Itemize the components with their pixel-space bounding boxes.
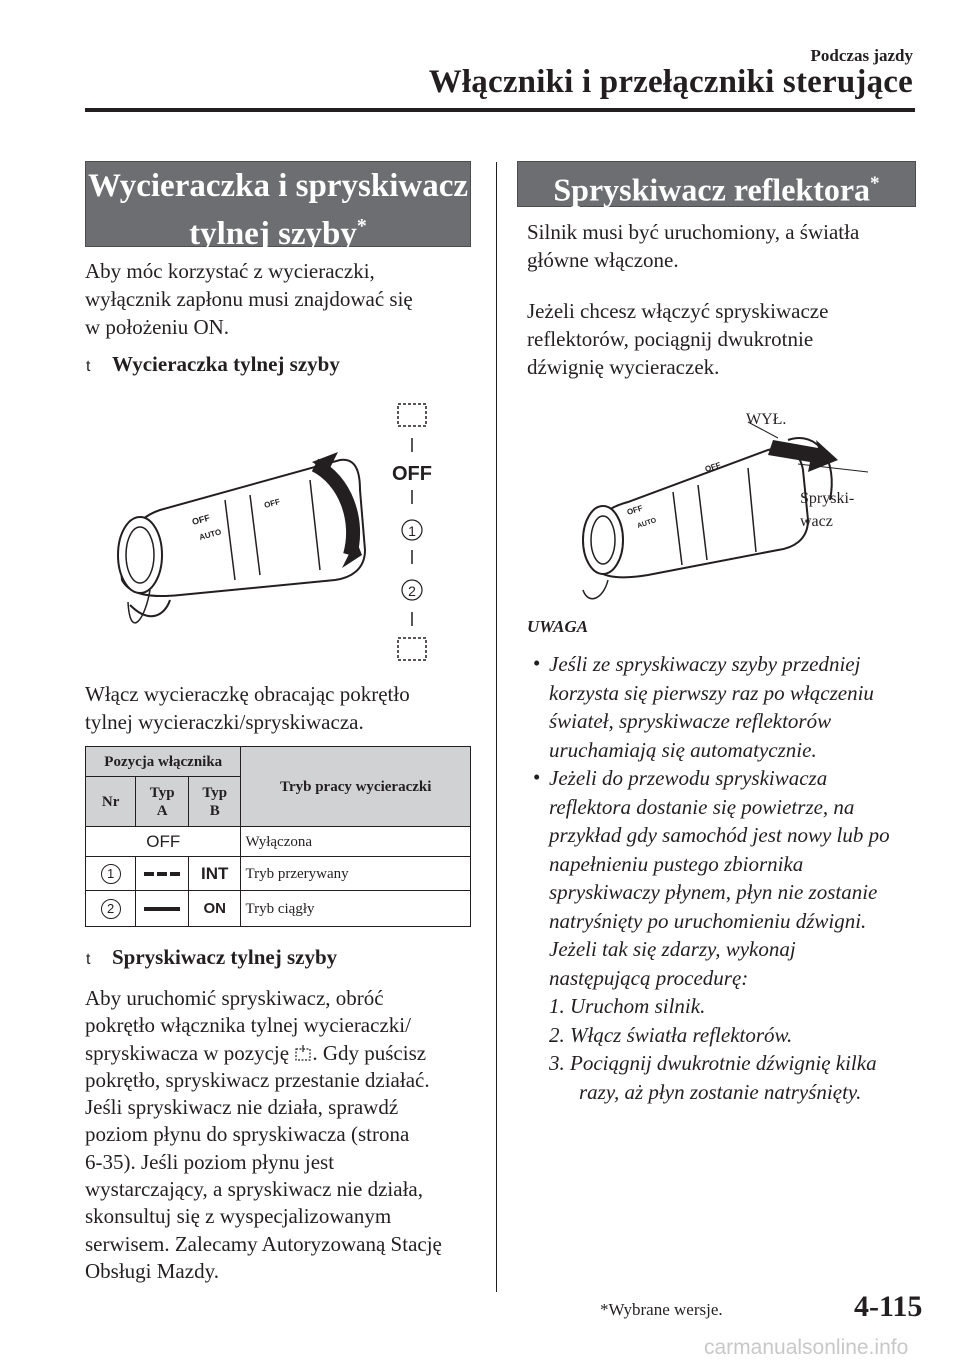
para-line: poziom płynu do spryskiwacza (strona <box>85 1122 410 1147</box>
circled-number: 2 <box>101 899 121 919</box>
note-line: przykład gdy samochód jest nowy lub po <box>549 823 890 847</box>
subhead-rear-washer: Spryskiwacz tylnej szyby <box>112 945 338 969</box>
right-section-banner <box>517 161 916 207</box>
p1-line: główne włączone. <box>527 248 679 272</box>
para-line: Aby uruchomić spryskiwacz, obróć <box>85 986 384 1010</box>
page-number: 4-115 <box>854 1290 923 1323</box>
right-p2 <box>527 297 828 381</box>
right-banner-asterisk: * <box>870 173 880 194</box>
wiper-position-table <box>85 746 471 927</box>
ring-off-label: OFF <box>263 497 281 510</box>
position-1: 1 <box>408 523 416 539</box>
para-line-part: . Gdy puścisz <box>312 1040 427 1065</box>
intro-line: w położeniu ON. <box>85 315 230 339</box>
p1-line: Silnik musi być uruchomiony, a światła <box>527 220 860 244</box>
th-mode: Tryb pracy wycieraczki <box>241 747 471 827</box>
para-line <box>85 1040 442 1067</box>
note-line: świateł, spryskiwacze reflektorów <box>549 709 832 733</box>
cell-typ-b: INT <box>189 857 241 891</box>
step-number: 3. <box>549 1051 565 1075</box>
note-line: następującą procedurę: <box>549 965 749 990</box>
th-position: Pozycja włącznika <box>86 747 241 777</box>
th-typ-a <box>136 777 189 827</box>
subhead-rear-wiper: Wycieraczka tylnej szyby <box>112 352 340 376</box>
para-line: pokrętło, spryskiwacz przestanie działać. <box>85 1067 430 1092</box>
th-typ-a-line: Typ <box>149 784 175 801</box>
note-bullet-1 <box>527 650 927 764</box>
th-typ-b-line: Typ <box>202 784 228 801</box>
note-title: UWAGA <box>527 617 589 636</box>
para-line-part: spryskiwacza w pozycję <box>85 1040 290 1065</box>
step-text: Pociągnij dwukrotnie dźwignię kilka <box>570 1051 877 1075</box>
note-line: spryskiwaczy płynem, płyn nie zostanie <box>549 880 878 904</box>
th-typ-a-line: A <box>156 802 168 819</box>
table-row <box>86 891 471 927</box>
intro-line: Aby móc korzystać z wycieraczki, <box>85 259 375 283</box>
instruction-line: tylnej wycieraczki/spryskiwacza. <box>85 710 364 734</box>
knob-auto-label: AUTO <box>198 527 223 542</box>
para-line: Obsługi Mazdy. <box>85 1258 219 1283</box>
position-sequence <box>392 404 432 660</box>
para-line: wystarczający, a spryskiwacz nie działa, <box>85 1177 423 1202</box>
para-line: skonsultuj się z wyspecjalizowanym <box>85 1204 392 1229</box>
cell-typ-b: ON <box>189 891 241 927</box>
position-off: OFF <box>392 463 432 485</box>
bullet-dot-icon: • <box>533 651 541 675</box>
cell-nr <box>86 857 136 891</box>
note-line: napełnieniu pustego zbiornika <box>549 851 804 876</box>
step-item <box>549 1021 927 1050</box>
headlight-washer-figure <box>568 400 908 600</box>
header-rule <box>85 108 915 112</box>
subhead-bullet-icon: t <box>86 358 91 375</box>
th-nr: Nr <box>86 777 136 827</box>
para-line: 6-35). Jeśli poziom płynu jest <box>85 1149 335 1174</box>
footer-note: *Wybrane wersje. <box>600 1300 723 1319</box>
th-typ-b <box>189 777 241 827</box>
note-block <box>527 650 927 1106</box>
knob-off-label: OFF <box>190 512 211 527</box>
step-item <box>549 1049 927 1078</box>
left-banner-line2 <box>86 206 470 254</box>
right-banner-text: Spryskiwacz reflektora <box>553 171 871 208</box>
cell-mode: Tryb przerywany <box>241 857 471 891</box>
step-text: Włącz światła reflektorów. <box>570 1022 793 1047</box>
rear-washer-paragraph <box>85 985 442 1285</box>
p2-line: reflektorów, pociągnij dwukrotnie <box>527 327 814 351</box>
para-line: serwisem. Zalecamy Autoryzowaną Stację <box>85 1231 442 1256</box>
para-line: Jeśli spryskiwacz nie działa, sprawdź <box>85 1095 399 1120</box>
column-divider <box>496 162 497 1292</box>
step-number: 2. <box>549 1022 565 1047</box>
page-title: Włączniki i przełączniki sterujące <box>428 64 913 100</box>
circled-number: 1 <box>101 864 121 884</box>
cell-typ-a-dashed-icon <box>136 857 189 891</box>
left-intro <box>85 257 413 341</box>
step-continuation: razy, aż płyn zostanie natryśnięty. <box>579 1079 862 1104</box>
cell-off: OFF <box>86 827 241 857</box>
fig2-knob-off: OFF <box>625 503 644 517</box>
fig2-ring-off: OFF <box>703 460 722 474</box>
fig2-knob-auto: AUTO <box>636 517 658 530</box>
note-line: uruchamiają się automatycznie. <box>549 737 817 762</box>
intro-line: wyłącznik zapłonu musi znajdować się <box>85 287 413 311</box>
cell-nr <box>86 891 136 927</box>
bullet-dot-icon: • <box>533 765 541 789</box>
position-2: 2 <box>408 583 416 599</box>
step-item <box>549 992 927 1021</box>
right-p1 <box>527 218 859 274</box>
instruction-line: Włącz wycieraczkę obracając pokrętło <box>85 682 410 706</box>
rear-wiper-switch-figure <box>110 390 450 670</box>
cell-mode: Tryb ciągły <box>241 891 471 927</box>
left-banner-line2-text: tylnej szyby <box>189 216 357 252</box>
p2-line: dźwignię wycieraczek. <box>527 355 720 379</box>
cell-typ-a-solid-icon <box>136 891 189 927</box>
left-instruction <box>85 680 410 736</box>
table-row <box>86 857 471 891</box>
note-line: Jeżeli tak się zdarzy, wykonaj <box>549 937 796 961</box>
note-bullet-2 <box>527 764 927 1106</box>
washer-label-2: wacz <box>800 513 833 530</box>
note-line: korzysta się pierwszy raz po włączeniu <box>549 680 874 705</box>
cell-mode: Wyłączona <box>241 827 471 857</box>
step-text: Uruchom silnik. <box>570 994 706 1018</box>
note-line: natryśnięty po uruchomieniu dźwigni. <box>549 908 867 933</box>
th-typ-b-line: B <box>209 802 220 819</box>
note-line: Jeśli ze spryskiwaczy szyby przedniej <box>549 652 861 676</box>
washer-icon <box>294 1044 312 1062</box>
left-banner-line1: Wycieraczka i spryskiwacz <box>87 168 469 204</box>
para-line: pokrętło włącznika tylnej wycieraczki/ <box>85 1013 411 1038</box>
p2-line: Jeżeli chcesz włączyć spryskiwacze <box>527 299 829 323</box>
washer-label-1: Spryski- <box>800 490 855 507</box>
subhead-bullet-icon: t <box>86 951 91 968</box>
step-number: 1. <box>549 994 565 1018</box>
note-line: Jeżeli do przewodu spryskiwacza <box>549 766 828 790</box>
section-label: Podczas jazdy <box>810 46 913 65</box>
left-section-banner <box>85 161 471 252</box>
left-banner-asterisk: * <box>356 215 367 237</box>
off-label: WYŁ. <box>746 411 787 428</box>
note-line: reflektora dostanie się powietrze, na <box>549 794 855 819</box>
watermark: carmanualsonline.info <box>704 1336 909 1359</box>
table-row <box>86 827 471 857</box>
